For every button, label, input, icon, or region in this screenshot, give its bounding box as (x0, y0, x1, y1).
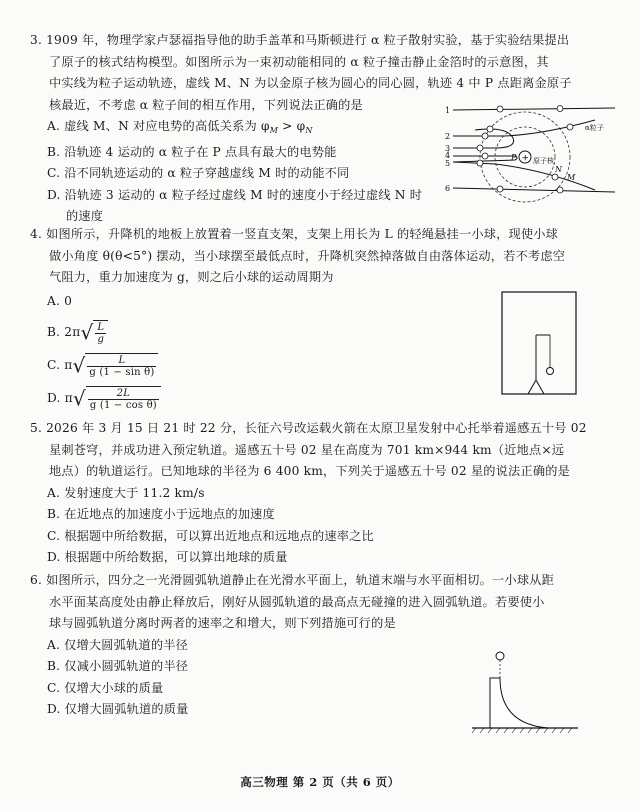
svg-text:M: M (567, 173, 576, 182)
q4-stem-line: 做小角度 θ(θ<5°) 摆动，当小球摆至最低点时，升降机突然掉落做自由落体运动，若不考虑空 (49, 248, 566, 263)
quarter-arc-track-figure (470, 650, 580, 735)
alpha-scattering-figure (445, 100, 625, 205)
q6-option-d: D. 仅增大圆弧轨道的质量 (47, 702, 189, 716)
svg-text:4: 4 (445, 151, 451, 160)
svg-text:原子核: 原子核 (533, 157, 554, 165)
q4-option-b: B. 2π√ $\frac{L}{g}$ (30, 320, 620, 345)
trajectory-2 (453, 120, 595, 136)
svg-text:P: P (511, 153, 517, 162)
q3-option-d: D. 沿轨迹 3 运动的 α 粒子经过虚线 M 时的速度小于经过虚线 N 时 (47, 187, 423, 202)
svg-text:5: 5 (445, 159, 451, 168)
q5-option-d: D. 根据题中所给数据，可以算出地球的质量 (47, 550, 288, 564)
q5-option-c: C. 根据题中所给数据，可以算出近地点和远地点的速率之比 (47, 528, 374, 543)
q6-option-a: A. 仅增大圆弧轨道的半径 (47, 637, 189, 652)
q3-stem-line: 中实线为粒子运动轨迹，虚线 M、N 为以金原子核为圆心的同心圆，轨迹 4 中 P 点距离金原子 (49, 76, 572, 90)
q3-option-b: B. 沿轨迹 4 运动的 α 粒子在 P 点具有最大的电势能 (47, 144, 337, 159)
svg-text:N: N (555, 165, 562, 174)
elevator-pendulum-figure (500, 290, 580, 400)
q5-stem-line: 5. 2026 年 3 月 15 日 21 时 22 分，长征六号改运载火箭在太原卫星发射中心托举着遥感五十号 02 (30, 421, 587, 435)
svg-text:2: 2 (445, 132, 451, 141)
q3-stem-line: 了原子的核式结构模型。如图所示为一束初动能相同的 α 粒子撞击静止金箔时的示意图，其 (49, 54, 549, 69)
q6-option-c: C. 仅增大小球的质量 (47, 680, 164, 695)
q5-option-a: A. 发射速度大于 11.2 km/s (47, 485, 205, 500)
q6-option-b: B. 仅减小圆弧轨道的半径 (47, 659, 189, 673)
q6-stem-line: 6. 如图所示，四分之一光滑圆弧轨道静止在光滑水平面上，轨道末端与水平面相切。一小球从距 (30, 573, 554, 587)
svg-text:6: 6 (445, 184, 451, 193)
q3-stem-line: 核最近，不考虑 α 粒子间的相互作用，下列说法正确的是 (49, 97, 363, 112)
svg-text:α粒子: α粒子 (585, 124, 604, 132)
q4-option-a: A. 0 (47, 293, 73, 308)
q3-option-d-cont: 的速度 (66, 209, 104, 223)
ball-icon (547, 368, 554, 375)
q3-stem-line: 3. 1909 年，物理学家卢瑟福指导他的助手盖革和马斯顿进行 α 粒子散射实验，基于实验结果提出 (30, 33, 570, 47)
q4-stem-line: 4. 如图所示，升降机的地板上放置着一竖直支架，支架上用长为 L 的轻绳悬挂一小球，现使小球 (30, 227, 559, 241)
q4-stem-line: 气阻力，重力加速度为 g，则之后小球的运动周期为 (49, 270, 334, 284)
q4-option-c: C. π√ $\frac{L}{\text{g (1 − sin θ)}}$ (30, 353, 620, 378)
q6-stem-line: 水平面某高度处由静止释放后，刚好从圆弧轨道的最高点无碰撞的进入圆弧轨道。若要使小 (49, 594, 545, 609)
q4-option-d: D. π√ $\frac{2L}{\text{g (1 − cos θ)}}$ (30, 386, 620, 411)
svg-text:3: 3 (445, 144, 451, 153)
q5-stem-line: 地点）的轨道运行。已知地球的半径为 6 400 km，下列关于遥感五十号 02 星的说法正确的是 (49, 464, 570, 478)
trajectory-1 (453, 108, 615, 110)
q5-option-b: B. 在近地点的加速度小于远地点的加速度 (47, 507, 275, 521)
svg-text:+: + (521, 153, 530, 164)
q6-stem-line: 球与圆弧轨道分离时两者的速率之和增大，则下列措施可行的是 (49, 616, 396, 630)
q3-option-a: A. 虚线 M、N 对应电势的高低关系为 $\varphi_M > \varphi_N$ (47, 119, 313, 135)
page-footer: 高三物理 第 2 页（共 6 页） (240, 775, 400, 789)
q5-stem-line: 星刺苍穹，并成功进入预定轨道。遥感五十号 02 星在高度为 701 km×944 km（近地点×远 (49, 442, 565, 457)
svg-text:1: 1 (445, 106, 451, 115)
question-5 (30, 418, 620, 569)
ball-icon (496, 652, 504, 660)
q3-option-c: C. 沿不同轨迹运动的 α 粒子穿越虚线 M 时的动能不同 (47, 166, 350, 180)
